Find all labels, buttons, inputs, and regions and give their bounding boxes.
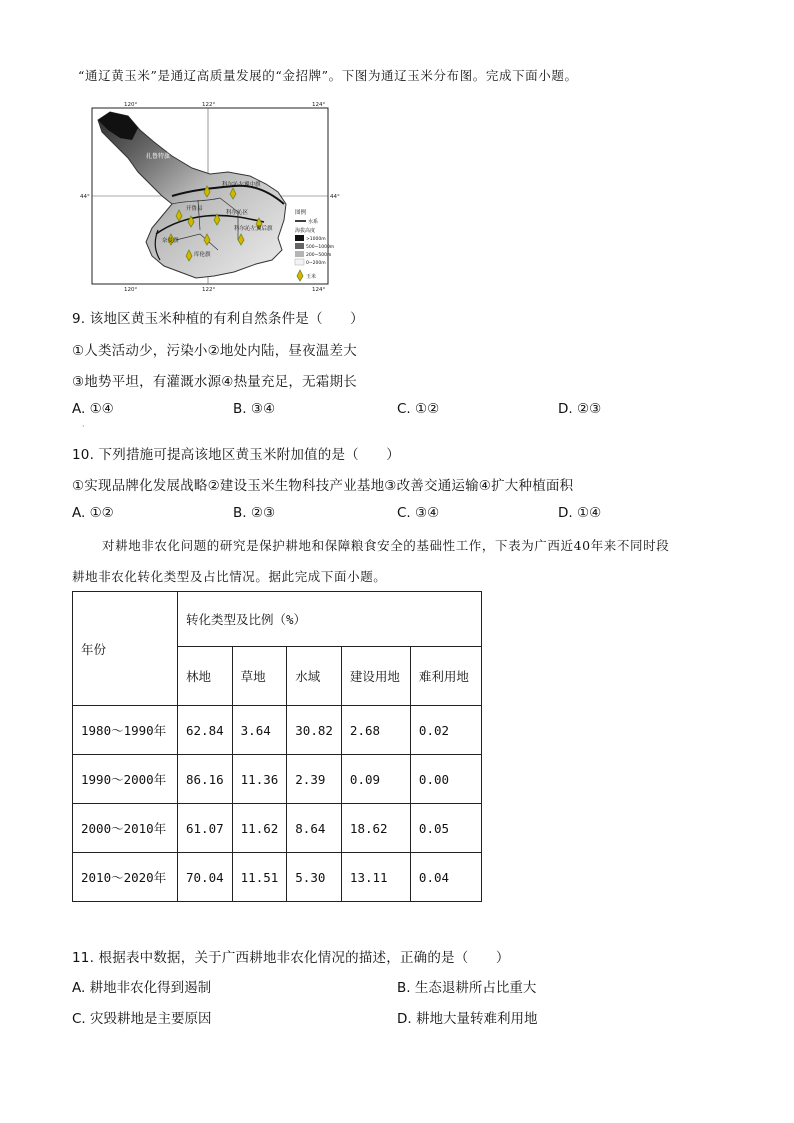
q10-option-d[interactable]: D. ①④	[558, 505, 602, 521]
legend-swatch	[295, 235, 304, 241]
legend-swatch	[295, 243, 304, 249]
cell-value: 61.07	[178, 804, 233, 853]
legend-swatch	[295, 251, 304, 257]
lon-label-bottom: 120°	[124, 287, 138, 293]
table-row	[73, 804, 482, 853]
cell-value: 13.11	[341, 853, 410, 902]
corn-distribution-map	[80, 100, 340, 293]
row-year: 2010～2020年	[73, 853, 178, 902]
cell-value: 2.39	[287, 755, 342, 804]
legend-corn-label: 玉米	[306, 274, 317, 280]
q9-statement-2: ③地势平坦，有灌溉水源④热量充足，无霜期长	[72, 374, 357, 390]
farmland-conversion-table	[72, 591, 482, 902]
q9-stem: 9. 该地区黄玉米种植的有利自然条件是（ ）	[72, 311, 364, 327]
cell-value: 2.68	[341, 706, 410, 755]
place-label: 科尔沁区	[226, 210, 249, 216]
cell-value: 62.84	[178, 706, 233, 755]
q11-option-b[interactable]: B. 生态退耕所占比重大	[397, 980, 537, 996]
legend-river-label: 水系	[308, 219, 319, 225]
intro-text-1: “通辽黄玉米”是通辽高质量发展的“金招牌”。下图为通辽玉米分布图。完成下面小题。	[78, 68, 578, 83]
header-year: 年份	[73, 592, 178, 706]
q10-option-b[interactable]: B. ②③	[233, 505, 276, 521]
cell-value: 11.36	[232, 755, 287, 804]
intro-text-2-line-2: 耕地非农化转化类型及占比情况。据此完成下面小题。	[72, 569, 387, 584]
lat-label-right: 44°	[330, 194, 340, 200]
header-group: 转化类型及比例（%）	[178, 592, 482, 647]
header-col: 建设用地	[341, 647, 410, 706]
legend-elev-label: 0~200m	[306, 261, 326, 266]
cell-value: 11.62	[232, 804, 287, 853]
q9-statement-1: ①人类活动少，污染小②地处内陆，昼夜温差大	[72, 343, 357, 359]
cell-value: 0.05	[410, 804, 481, 853]
place-label: 库伦旗	[194, 252, 211, 258]
place-label: 奈曼旗	[162, 238, 179, 244]
cell-value: 3.64	[232, 706, 287, 755]
place-label: 科尔沁左翼中旗	[222, 182, 261, 188]
q10-option-a[interactable]: A. ①②	[72, 505, 114, 521]
row-year: 1990～2000年	[73, 755, 178, 804]
cell-value: 30.82	[287, 706, 342, 755]
legend-elev-title: 海拔高度	[295, 228, 316, 234]
q11-option-a[interactable]: A. 耕地非农化得到遏制	[72, 980, 212, 996]
q9-option-b[interactable]: B. ③④	[233, 401, 276, 417]
cell-value: 18.62	[341, 804, 410, 853]
cell-value: 8.64	[287, 804, 342, 853]
cell-value: 11.51	[232, 853, 287, 902]
cell-value: 0.00	[410, 755, 481, 804]
cell-value: 0.04	[410, 853, 481, 902]
cell-value: 5.30	[287, 853, 342, 902]
q11-option-d[interactable]: D. 耕地大量转难利用地	[397, 1011, 538, 1027]
row-year: 1980～1990年	[73, 706, 178, 755]
legend-swatch	[295, 259, 304, 265]
q10-statement-1: ①实现品牌化发展战略②建设玉米生物科技产业基地③改善交通运输④扩大种植面积	[72, 478, 574, 494]
q9-option-d[interactable]: D. ②③	[558, 401, 602, 417]
table-row	[73, 706, 482, 755]
header-col: 水域	[287, 647, 342, 706]
cell-value: 86.16	[178, 755, 233, 804]
q9-option-a[interactable]: A. ①④	[72, 401, 114, 417]
intro-text-2-line-1: 对耕地非农化问题的研究是保护耕地和保障粮食安全的基础性工作，下表为广西近40年来不同时段	[102, 538, 670, 553]
lon-label-bottom: 124°	[312, 287, 326, 293]
lon-label-top: 120°	[124, 102, 138, 108]
header-col: 难利用地	[410, 647, 481, 706]
lon-label-top: 122°	[202, 102, 216, 108]
table-row	[73, 853, 482, 902]
q10-option-c[interactable]: C. ③④	[397, 505, 440, 521]
lon-label-top: 124°	[312, 102, 326, 108]
cell-value: 0.09	[341, 755, 410, 804]
row-year: 2000～2010年	[73, 804, 178, 853]
q11-stem: 11. 根据表中数据，关于广西耕地非农化情况的描述，正确的是（ ）	[72, 950, 510, 966]
legend-elev-label: 500~1000m	[306, 245, 335, 250]
legend-elev-label: >1000m	[306, 237, 326, 242]
cell-value: 70.04	[178, 853, 233, 902]
lat-label-left: 44°	[80, 194, 90, 200]
cell-value: 0.02	[410, 706, 481, 755]
q10-stem: 10. 下列措施可提高该地区黄玉米附加值的是（ ）	[72, 447, 400, 463]
place-label: 科尔沁左翼后旗	[234, 226, 273, 232]
header-col: 草地	[232, 647, 287, 706]
stray-mark: ·	[82, 422, 85, 431]
header-col: 林地	[178, 647, 233, 706]
q9-option-c[interactable]: C. ①②	[397, 401, 440, 417]
table-row	[73, 755, 482, 804]
place-label: 开鲁县	[186, 206, 203, 212]
q11-option-c[interactable]: C. 灾毁耕地是主要原因	[72, 1011, 212, 1027]
legend-title: 图例	[295, 210, 307, 216]
place-label: 扎鲁特旗	[146, 153, 171, 160]
table-header-row	[73, 592, 482, 647]
lon-label-bottom: 122°	[202, 287, 216, 293]
legend-elev-label: 200~500m	[306, 253, 332, 258]
